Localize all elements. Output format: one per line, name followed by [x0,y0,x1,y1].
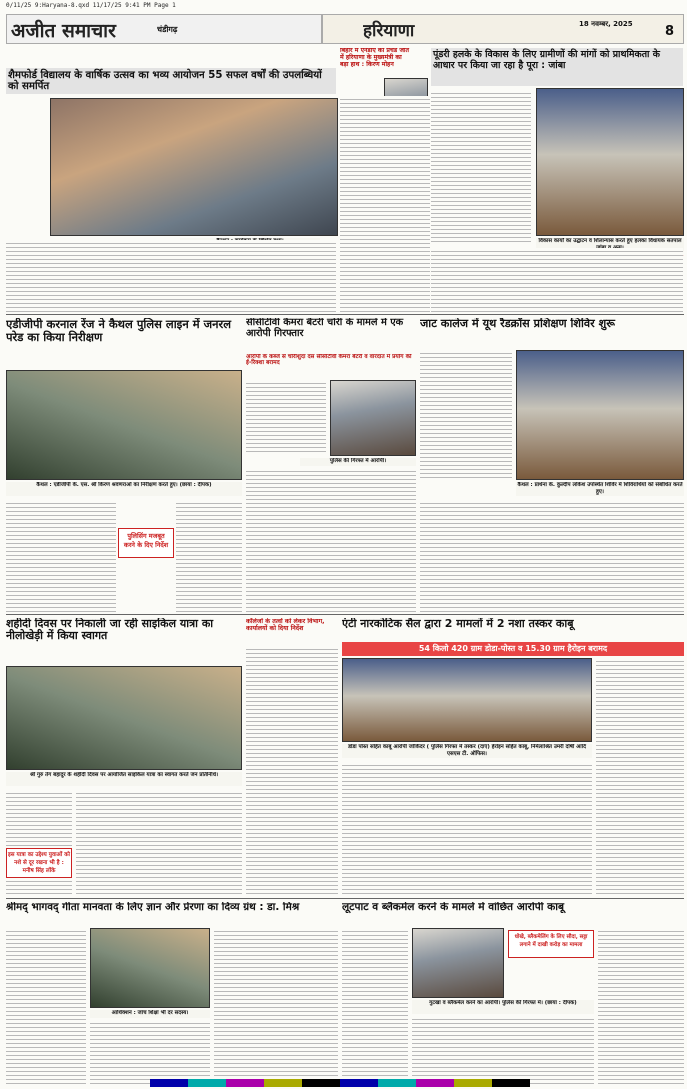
col-text-13 [246,646,338,896]
col-text-18 [90,1020,210,1086]
headline-2: बिहार में एनडीए की प्रचंड जीत में हरियाणा के मुख्यमंत्री का बड़ा हाथ : किरण मोहन [340,48,410,68]
headline-5: सीसीटीवी कैमरा बैटरी चोरी के मामले में एक आरोपी गिरफ्तार [246,318,404,339]
photo-inauguration [536,88,684,236]
headline-9: एंटी नारकोटिक सैल द्वारा 2 मामलों में 2 नशा तस्कर काबू [342,618,574,630]
headline-10: श्रीमद् भागवद् गीता मानवता के लिए ज्ञान और प्रेरणा का दिव्य ग्रंथ : डा. मिश्र [6,902,300,913]
caption-6: पुलिस की गिरफ्त में आरोपी। [300,458,416,466]
section-title: हरियाणा [363,21,415,41]
caption-9: इस यात्रा का उद्देश्य युवाओं को नशे से दूर रखना भी है : मनीष सिंह लोंके [6,848,72,878]
photo-narcotics [342,658,592,742]
masthead-city: चंडीगढ़ [157,25,178,34]
caption-8: श्री गुरु तेग बहादुर के शहीदी दिवस पर आयोजित साइकिल यात्रा का स्वागत करते जन प्रतिनिधि। [6,772,242,786]
caption-13: गुटखा व ब्लैकमेल करने का आरोपी। पुलिस की गिरफ्त में। (छाया : दीपक) [412,1000,594,1014]
col-text-9 [420,350,512,478]
photo-cycle-yatra [6,666,242,770]
col-text-10 [420,500,684,612]
rule-2 [6,614,684,615]
masthead [6,14,322,44]
col-text-19 [342,928,408,1086]
col-text-6 [176,500,242,612]
photo-gita [90,928,210,1008]
date-line: 18 नवम्बर, 2025 [579,20,633,28]
photo-parade [6,370,242,480]
col-text-4 [431,248,683,312]
col-text-20 [412,1016,594,1086]
col-text-7 [246,380,326,454]
col-text-16 [6,928,86,1086]
col-text-8 [246,468,416,612]
print-info: 0/11/25 9:Haryana-8.qxd 11/17/25 9:41 PM Page 1 [6,2,176,9]
col-text-2 [340,96,430,312]
headline-5-sub: आरोपी के कब्जे से चोरीशुदा दस सीसीटीवी कैमरा बैटरी व वारदात में प्रयोग की ई-रिक्शा बरामद [246,354,412,367]
col-text-12 [76,790,242,896]
caption-4: कैथल : एडीजीपी के. एस. श्री किरण श्रवणराओं का निरीक्षण करते हुए। (छाया : दीपक) [6,482,242,496]
caption-10: डोडा पोस्त सहित काबू आरोपी जोकिंदर ( पुलिस गिरफ्त में तस्कर (दाएं) हेरोइन सहित काबू, निर्मलाश्रित उमरी दोषी आदि एसएस टी. ऑफिस। [342,744,592,758]
headline-9-sub: 54 किलो 420 ग्राम डोडा-पोस्त व 15.30 ग्राम हैरोइन बरामद [342,642,684,656]
photo-accused [330,380,416,456]
headline-8: कॉलेजों के तत्वों को लेकर विभाग, कार्यालयों को दिया निर्देश [246,618,325,633]
caption-11: आर्थिक्शन : जांच शिक्षा भी दर सदस्य। [90,1010,210,1018]
photo-school-event [50,98,338,236]
rule-3 [6,898,684,899]
col-text-11 [6,790,72,896]
col-text-1 [6,240,336,312]
masthead-title: अजीत समाचार [11,20,116,42]
caption-12: धोखे, ब्लैकमेलिंग के लिए सौदा, सट्टा लगाने में दाखी करोड़ का मामला [508,930,594,958]
color-registration-marks [150,1079,530,1087]
col-text-15 [342,762,592,896]
rule-1 [6,314,684,315]
caption-5: पुलिसिंग मजबूत करने के दिए निर्देश [118,528,174,558]
headline-3: पूंडरी हलके के विकास के लिए ग्रामीणों की मांगों को प्राथमिकता के आधार पर किया जा रहा है पूरा : जांबा [431,48,683,86]
headline-11: लूटपाट व ब्लैकमेल करने के मामले में वांछित आरोपी काबू [342,902,565,913]
photo-redcross [516,350,684,480]
col-text-17 [214,928,338,1086]
headline-6: जाट कालेज में यूथ रैडक्रॉस प्रशिक्षण शिविर शुरू [420,318,615,330]
col-text-21 [598,928,684,1086]
headline-7: शहीदी दिवस पर निकाली जा रही साइकिल यात्रा का नीलोखेड़ी में किया स्वागत [6,618,214,643]
col-text-14 [596,658,684,896]
page-number: 8 [665,24,675,39]
col-text-5 [6,500,116,612]
headline-1: शैमफोर्ड विद्यालय के वार्षिक उत्सव का भव्य आयोजन 55 सफल वर्षों की उपलब्धियों को समर्पित [6,68,336,94]
photo-accused-2 [412,928,504,998]
caption-2: विकास कार्यों का उद्घाटन व शिलान्यास करते हुए हलका विधायक सतपाल [536,238,684,252]
caption-7: कैथल : प्रार्थना के. कुल्दीप लोकेश उपस्थित शिविर में शिविरार्थियों को संबोधित करते हुए। [517,482,683,495]
section-banner [322,14,684,44]
col-text-3 [431,90,531,242]
headline-4: एडीजीपी करनाल रेंज ने कैथल पुलिस लाइन में जनरल परेड का किया निरीक्षण [6,318,232,344]
